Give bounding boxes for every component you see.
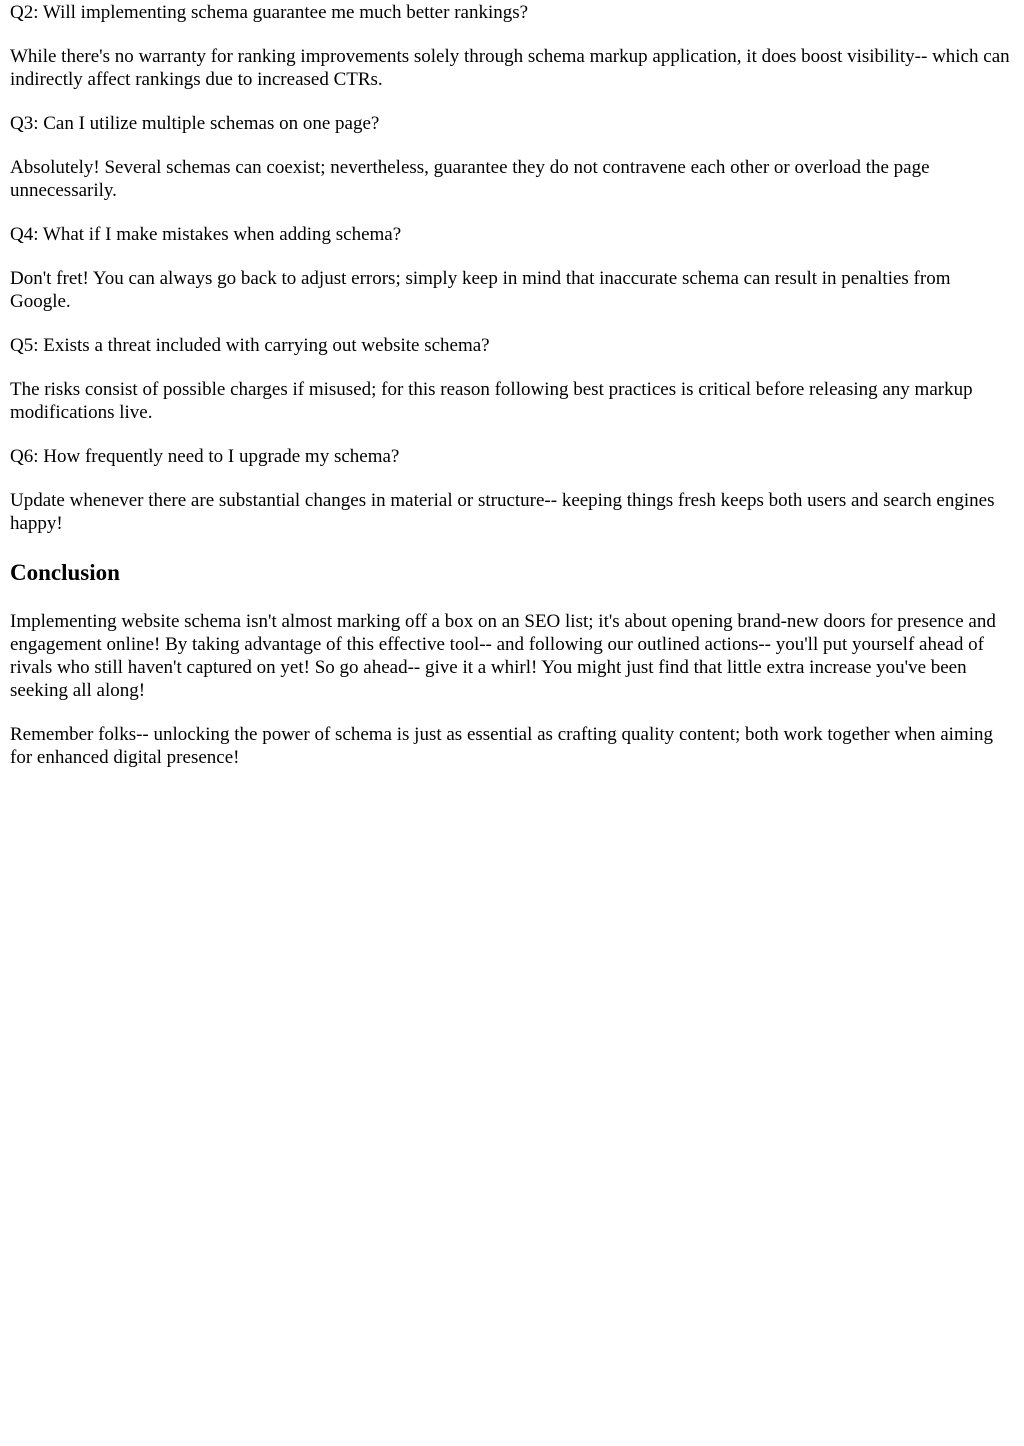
conclusion-paragraph-2: Remember folks-- unlocking the power of schema is just as essential as crafting quality content; both work together when aiming for enhanced digital presence! (10, 724, 993, 768)
conclusion-paragraph-1: Implementing website schema isn't almost marking off a box on an SEO list; it's about opening brand-new doors for presence and engagement online! By taking advantage of this effective tool-- and following our outlined actions-- you'll put yourself ahead of rivals who still haven't captured on yet! So go ahead-- give it a whirl! You might just find that little extra increase you've been seeking all along! (10, 611, 996, 701)
faq-question-q5: Q5: Exists a threat included with carrying out website schema? (10, 335, 490, 356)
faq-question-q3: Q3: Can I utilize multiple schemas on one page? (10, 113, 380, 134)
faq-question-q2: Q2: Will implementing schema guarantee me much better rankings? (10, 2, 529, 23)
faq-answer-q2: While there's no warranty for ranking improvements solely through schema markup application, it does boost visibility-- which can indirectly affect rankings due to increased CTRs. (10, 46, 1010, 90)
document-page (10, 0, 1014, 769)
faq-answer-q6: Update whenever there are substantial changes in material or structure-- keeping things fresh keeps both users and search engines happy! (10, 490, 995, 534)
faq-answer-q3: Absolutely! Several schemas can coexist; nevertheless, guarantee they do not contravene each other or overload the page unnecessarily. (10, 157, 930, 201)
faq-question-q4: Q4: What if I make mistakes when adding schema? (10, 224, 402, 245)
faq-answer-q4: Don't fret! You can always go back to adjust errors; simply keep in mind that inaccurate schema can result in penalties from Google. (10, 268, 951, 312)
faq-answer-q5: The risks consist of possible charges if misused; for this reason following best practices is critical before releasing any markup modifications live. (10, 379, 973, 423)
conclusion-heading: Conclusion (10, 560, 120, 585)
faq-question-q6: Q6: How frequently need to I upgrade my schema? (10, 446, 400, 467)
